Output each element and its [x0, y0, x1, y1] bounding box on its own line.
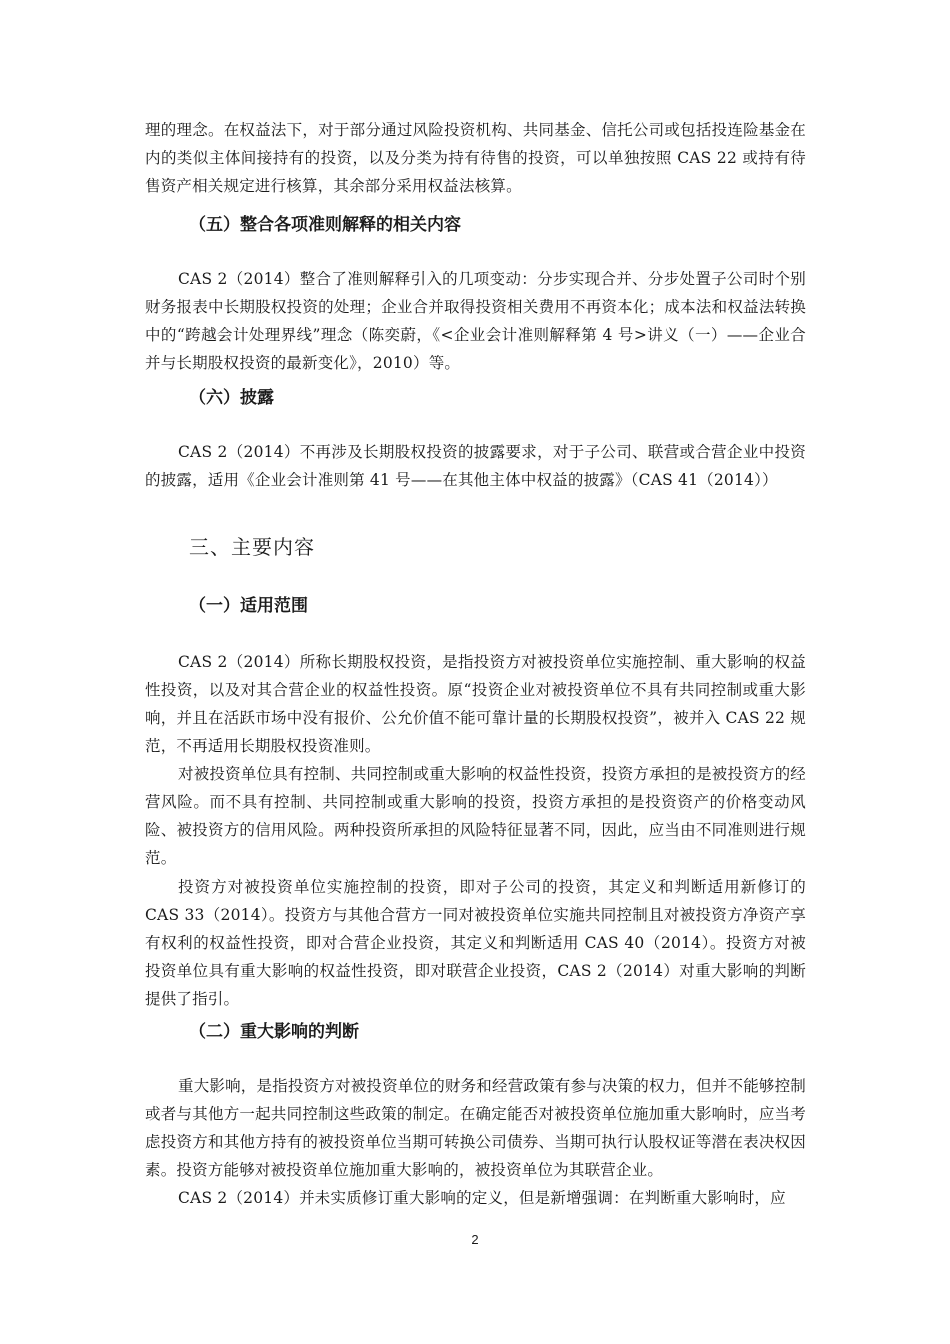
paragraph-scope-definition: CAS 2（2014）所称长期股权投资，是指投资方对被投资单位实施控制、重大影响的权益性投资，以及对其合营企业的权益性投资。原“投资企业对被投资单位不具有共同控制或重大影响，并且在活跃市场中没有报价、公允价值不能可靠计量的长期股权投资”，被并入 CAS 22 规范，不再适用长期股权投资准则。: [145, 653, 806, 755]
heading-significant-influence: （二）重大影响的判断: [189, 1022, 359, 1042]
paragraph-disclosure: CAS 2（2014）不再涉及长期股权投资的披露要求，对于子公司、联营或合营企业中投资的披露，适用《企业会计准则第 41 号——在其他主体中权益的披露》（CAS 41（2014））: [145, 443, 806, 489]
heading-scope: （一）适用范围: [189, 596, 308, 616]
paragraph-investment-types: 投资方对被投资单位实施控制的投资，即对子公司的投资，其定义和判断适用新修订的 CAS 33（2014）。投资方与其他合营方一同对被投资单位实施共同控制且对被投资方净资产享有权利的权益性投资，即对合营企业投资，其定义和判断适用 CAS 40（2014）。投资方对被投资单位具有重大影响的权益性投资，即对联营企业投资，CAS 2（2014）对重大影响的判断提供了指引。: [145, 878, 806, 1008]
heading-disclosure: （六）披露: [189, 388, 274, 408]
paragraph-interpretation-changes: CAS 2（2014）整合了准则解释引入的几项变动：分步实现合并、分步处置子公司时个别财务报表中长期股权投资的处理；企业合并取得投资相关费用不再资本化；成本法和权益法转换中的“跨越会计处理界线”理念（陈奕蔚，《<企业会计准则解释第 4 号>讲义（一）——企业合并与长期股权投资的最新变化》，2010）等。: [145, 270, 806, 372]
page-number: 2: [471, 1232, 479, 1247]
paragraph-equity-method: 理的理念。在权益法下，对于部分通过风险投资机构、共同基金、信托公司或包括投连险基金在内的类似主体间接持有的投资，以及分类为持有待售的投资，可以单独按照 CAS 22 或持有待售资产相关规定进行核算，其余部分采用权益法核算。: [145, 121, 806, 195]
paragraph-influence-emphasis: CAS 2（2014）并未实质修订重大影响的定义，但是新增强调：在判断重大影响时，应: [178, 1189, 786, 1207]
paragraph-influence-definition: 重大影响，是指投资方对被投资单位的财务和经营政策有参与决策的权力，但并不能够控制或者与其他方一起共同控制这些政策的制定。在确定能否对被投资单位施加重大影响时，应当考虑投资方和其他方持有的被投资单位当期可转换公司债券、当期可执行认股权证等潜在表决权因素。投资方能够对被投资单位施加重大影响的，被投资单位为其联营企业。: [145, 1077, 807, 1179]
heading-integrate-interpretations: （五）整合各项准则解释的相关内容: [189, 215, 461, 235]
paragraph-risk-characteristics: 对被投资单位具有控制、共同控制或重大影响的权益性投资，投资方承担的是被投资方的经营风险。而不具有控制、共同控制或重大影响的投资，投资方承担的是投资资产的价格变动风险、被投资方的信用风险。两种投资所承担的风险特征显著不同，因此，应当由不同准则进行规范。: [145, 765, 807, 867]
heading-main-content: 三、主要内容: [189, 535, 315, 559]
